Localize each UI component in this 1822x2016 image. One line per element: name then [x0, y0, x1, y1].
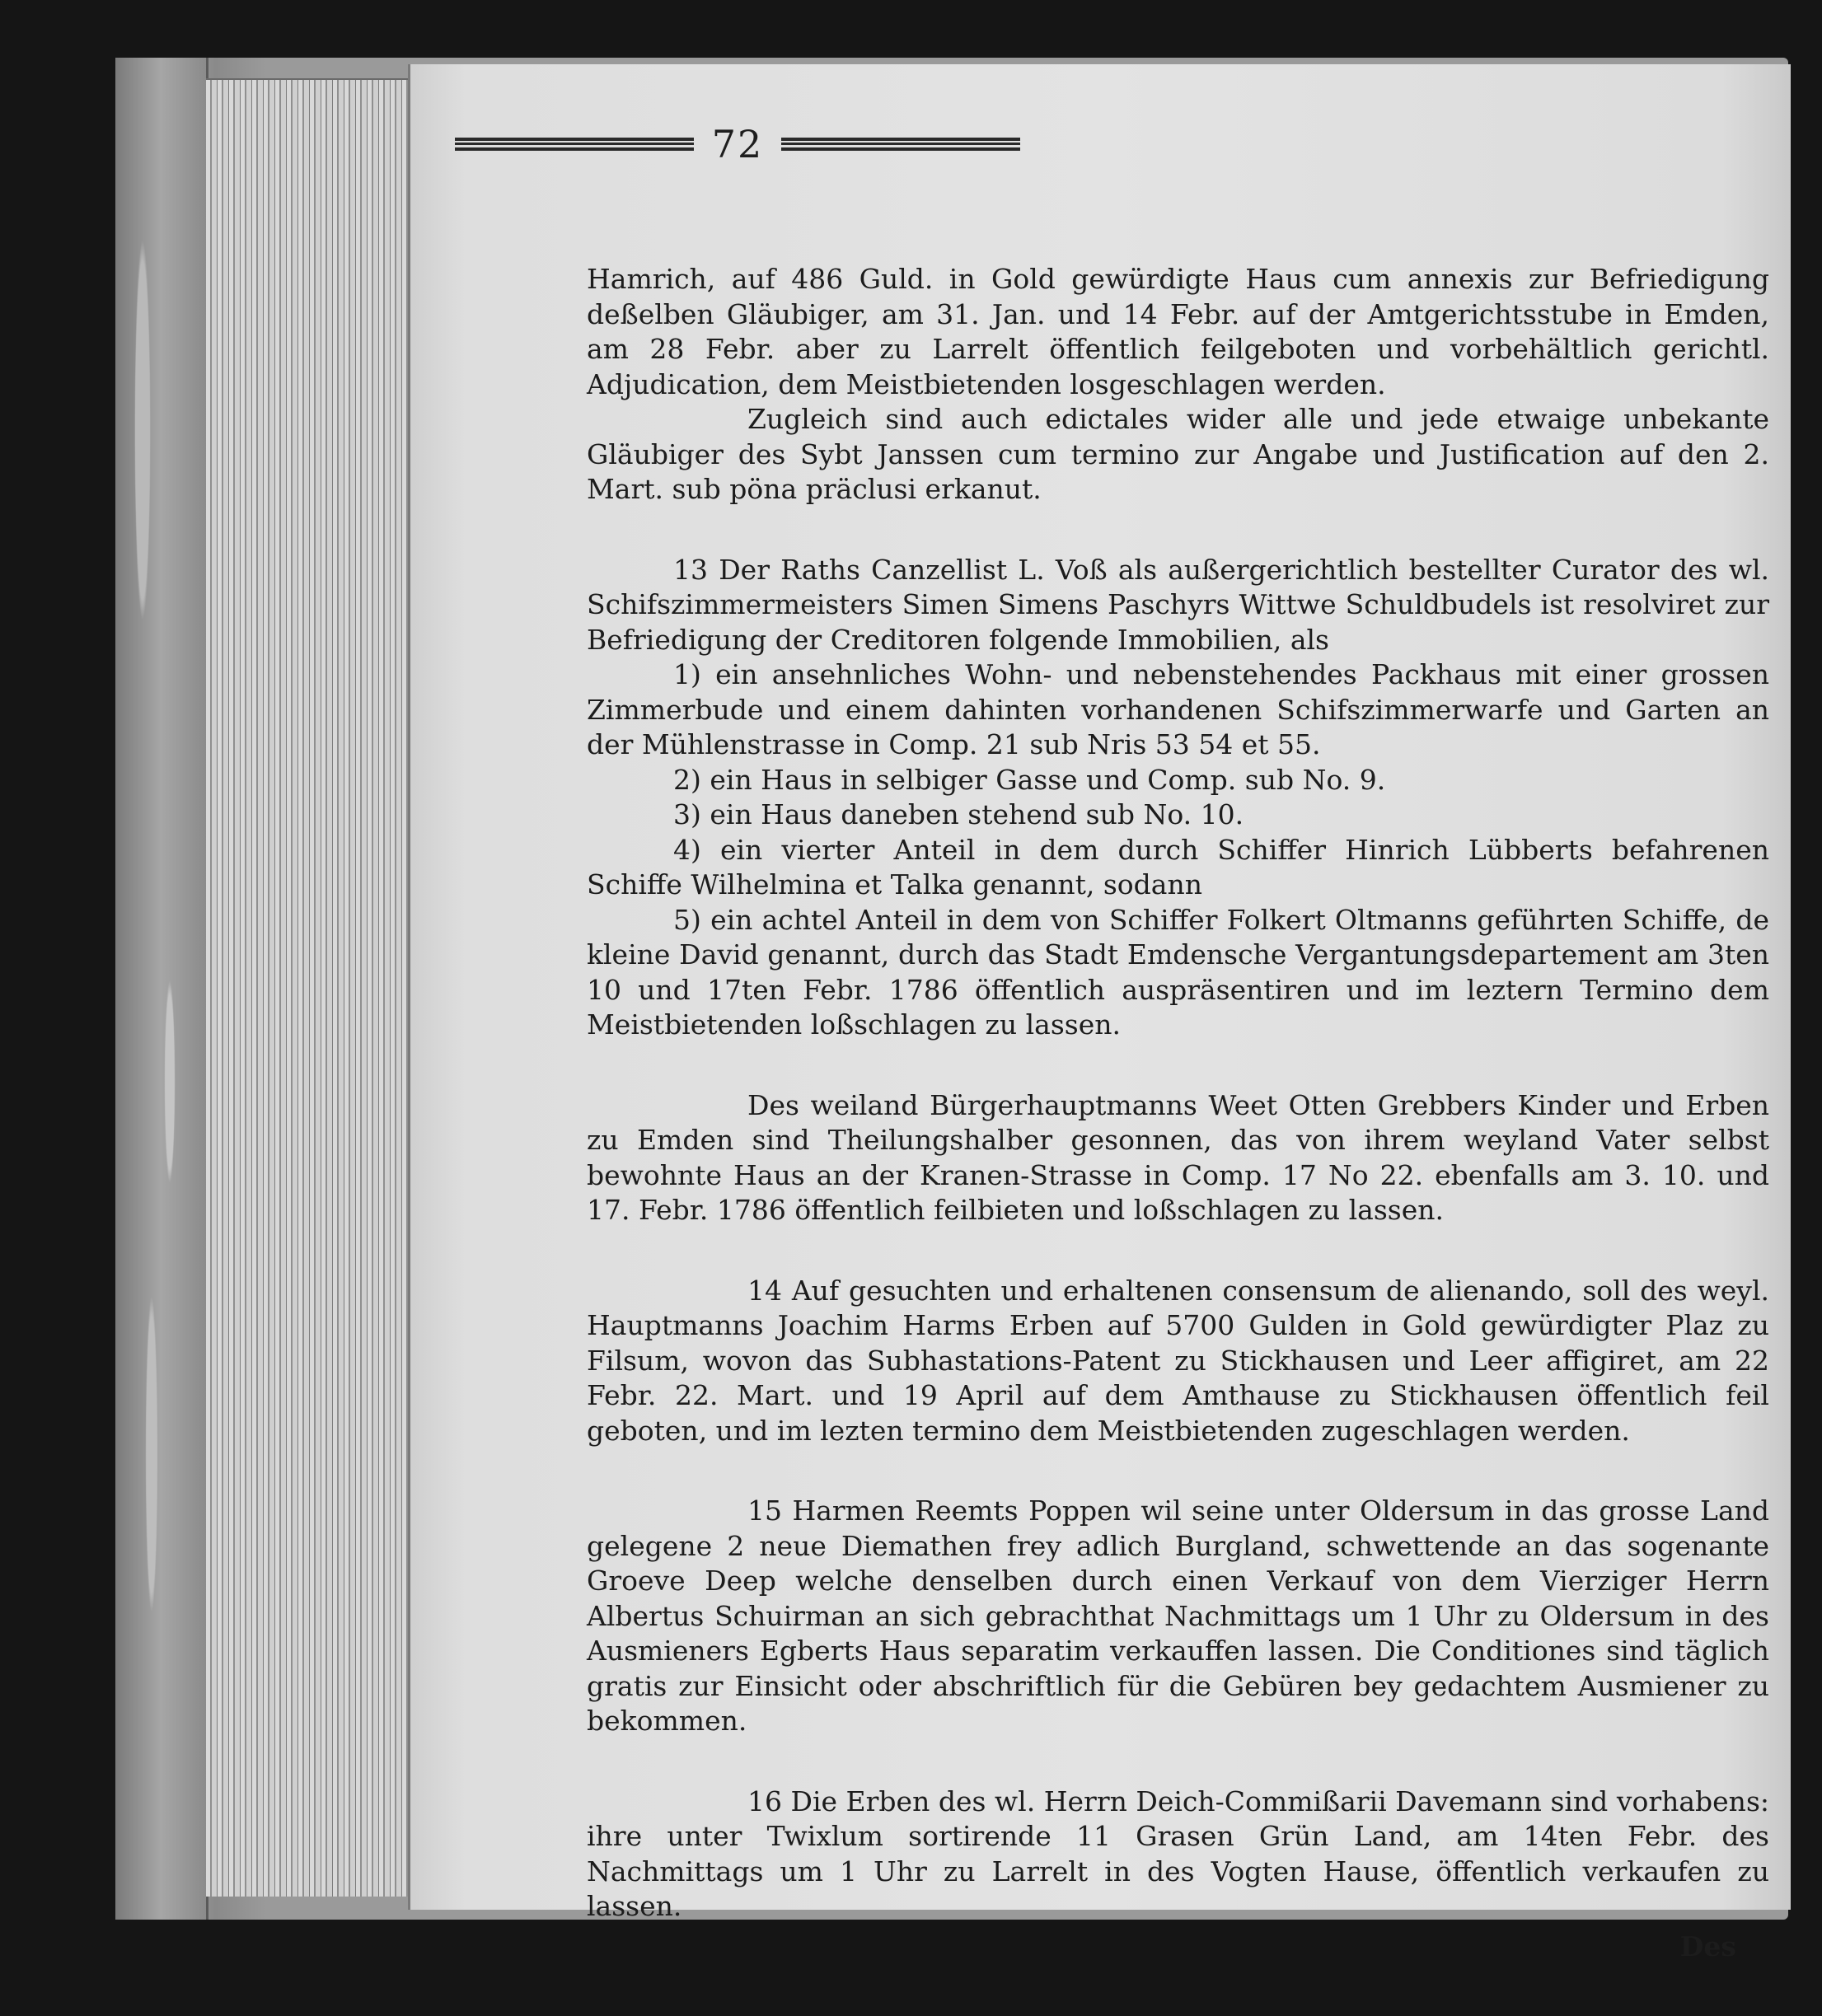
paragraph-grebbers: Des weiland Bürgerhauptmanns Weet Otten Grebbers Kinder und Erben zu Emden sind Theilungshalber gesonnen, das von ihrem weyland Vater selbst bewohnte Haus an der Kranen-Strasse in Comp. 17 No 22. ebenfalls am 3. 10. und 17. Febr. 1786 öffentlich feilbieten und loßschlagen zu lassen. — [587, 1088, 1769, 1226]
header-rule-left — [455, 138, 694, 151]
paragraph-14: 14 Auf gesuchten und erhaltenen consensum de alienando, soll des weyl. Hauptmanns Joachim Harms Erben auf 5700 Gulden in Gold gewürdigter Plaz zu Filsum, wovon das Subhastations-Patent zu Stickhausen und Leer affigiret, am 22 Febr. 22. Mart. und 19 April auf dem Amthause zu Stickhausen öffentlich feil geboten, und im lezten termino dem Meistbietenden zugeschlagen werden. — [587, 1274, 1769, 1447]
paragraph-16: 16 Die Erben des wl. Herrn Deich-Commißarii Davemann sind vorhabens: ihre unter Twixlum sortirende 11 Grasen Grün Land, am 14ten Febr. des Nachmittags um 1 Uhr zu Larrelt in des Vogten Hause, öffentlich verkaufen zu lassen. — [587, 1784, 1769, 1922]
list-item-4: 4) ein vierter Anteil in dem durch Schiffer Hinrich Lübberts befahrenen Schiffe Wilhelmina et Talka genannt, sodann — [587, 833, 1769, 900]
list-item-1: 1) ein ansehnliches Wohn- und nebenstehendes Packhaus mit einer grossen Zimmerbude und einem dahinten vorhandenen Schifszimmerwarfe und Garten an der Mühlenstrasse in Comp. 21 sub Nris 53 54 et 55. — [587, 658, 1769, 760]
page-text — [587, 262, 1769, 1964]
page-number: 72 — [711, 122, 764, 166]
list-item-2: 2) ein Haus in selbiger Gasse und Comp. sub No. 9. — [673, 763, 1386, 796]
paragraph-edictales: Zugleich sind auch edictales wider alle und jede etwaige unbekante Gläubiger des Sybt Janssen cum termino zur Angabe und Justification auf den 2. Mart. sub pöna präclusi erkanut. — [587, 403, 1769, 505]
list-item-5: 5) ein achtel Anteil in dem von Schiffer Folkert Oltmanns geführten Schiffe, de kleine David genannt, durch das Stadt Emdensche Vergantungsdepartement am 3ten 10 und 17ten Febr. 1786 öffentlich auspräsentiren und im leztern Termino dem Meistbietenden loßschlagen zu lassen. — [587, 903, 1769, 1041]
paragraph-hamrich: Hamrich, auf 486 Guld. in Gold gewürdigte Haus cum annexis zur Befriedigung deßelben Gläubiger, am 31. Jan. und 14 Febr. auf der Amtgerichtsstube in Emden, am 28 Febr. aber zu Larrelt öffentlich feilgeboten und vorbehältlich gerichtl. Adjudication, dem Meistbietenden losgeschlagen werden. — [587, 263, 1769, 400]
page-header — [449, 111, 1026, 177]
list-item-3: 3) ein Haus daneben stehend sub No. 10. — [673, 798, 1244, 830]
catchword: Des — [1679, 1929, 1736, 1962]
page-edges — [206, 78, 412, 1897]
header-rule-right — [781, 138, 1020, 151]
marbled-cover-board — [115, 58, 208, 1920]
paragraph-15: 15 Harmen Reemts Poppen wil seine unter Oldersum in das grosse Land gelegene 2 neue Diemathen frey adlich Burgland, schwettende an das sogenante Groeve Deep welche denselben durch einen Verkauf von dem Vierziger Herrn Albertus Schuirman an sich gebrachthat Nachmittags um 1 Uhr zu Oldersum in des Ausmieners Egberts Haus separatim verkauffen lassen. Die Conditiones sind täglich gratis zur Einsicht oder abschriftlich für die Gebüren bey gedachtem Ausmiener zu bekommen. — [587, 1494, 1769, 1737]
paragraph-13: 13 Der Raths Canzellist L. Voß als außergerichtlich bestellter Curator des wl. Schifszimmermeisters Simen Simens Paschyrs Wittwe Schuldbudels ist resolviret zur Befriedigung der Creditoren folgende Immobilien, als — [587, 553, 1769, 656]
